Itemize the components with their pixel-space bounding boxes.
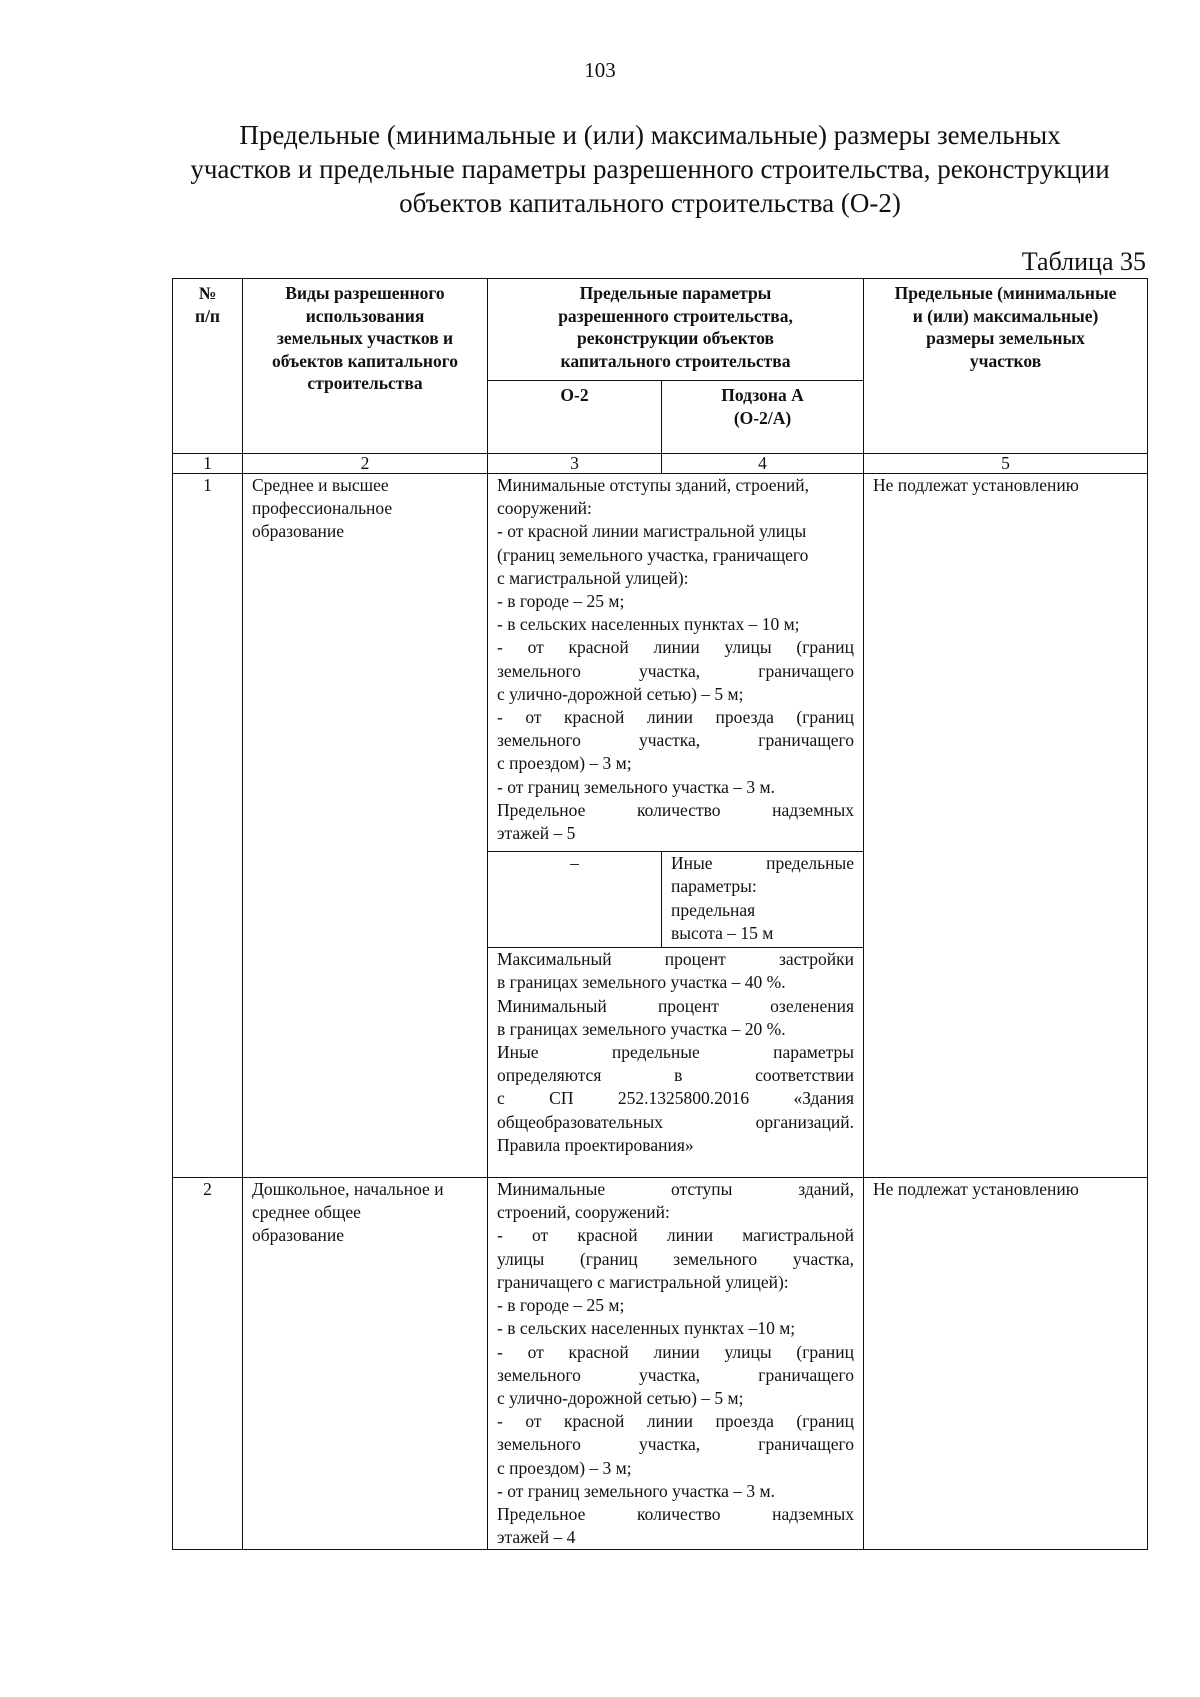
- header-o2: О-2: [488, 381, 662, 454]
- text-line: этажей – 5: [497, 823, 576, 844]
- land-size-limits: Не подлежат установлению: [864, 1178, 1148, 1550]
- text-line: - в сельских населенных пунктах –10 м;: [497, 1318, 796, 1339]
- header-row: [173, 279, 1148, 381]
- header-use: [243, 279, 488, 454]
- text-line: высота – 15 м: [671, 922, 774, 943]
- text-line: Минимальные отступы зданий, строений,: [497, 475, 810, 495]
- title-line: Предельные (минимальные и (или) максимальные) размеры земельных: [239, 120, 1061, 150]
- params-main: [488, 1178, 864, 1550]
- text-line: с улично-дорожной сетью) – 5 м;: [497, 683, 744, 704]
- text-line: №: [198, 283, 217, 303]
- text-line: (О-2/А): [733, 407, 792, 428]
- text-line: земельных участков и: [276, 328, 454, 348]
- text-line: реконструкции объектов: [577, 328, 774, 348]
- text-line: Предельное количество надземных: [497, 799, 855, 820]
- text-line: определяются в соответствии: [497, 1065, 855, 1086]
- text-line: строительства: [307, 373, 423, 393]
- text-line: сооружений:: [497, 498, 592, 519]
- text-line: Дошкольное, начальное и: [252, 1179, 444, 1200]
- header-params: [488, 279, 864, 381]
- land-size-limits: Не подлежат установлению: [864, 474, 1148, 1178]
- text-line: Правила проектирования»: [497, 1134, 694, 1155]
- text-line: в границах земельного участка – 20 %.: [497, 1018, 786, 1039]
- text-line: земельного участка, граничащего: [497, 730, 855, 751]
- text-line: капитального строительства: [560, 350, 791, 371]
- text-line: предельная: [671, 899, 756, 920]
- text-line: с СП 252.1325800.2016 «Здания: [497, 1088, 855, 1109]
- text-line: Виды разрешенного: [285, 283, 445, 303]
- column-index: 1: [173, 454, 243, 474]
- text-line: с проездом) – 3 м;: [497, 1457, 632, 1478]
- text-line: образование: [252, 1225, 345, 1246]
- limits-table: [172, 278, 1148, 1550]
- text-line: Подзона А: [721, 385, 804, 405]
- table-caption: Таблица 35: [1021, 247, 1146, 276]
- text-line: земельного участка, граничащего: [497, 1364, 855, 1385]
- document-title: [150, 118, 1150, 220]
- text-line: земельного участка, граничащего: [497, 1434, 855, 1455]
- text-line: Минимальный процент озеленения: [497, 995, 855, 1016]
- column-index: 2: [243, 454, 488, 474]
- text-line: - в городе – 25 м;: [497, 1295, 625, 1316]
- text-line: - от красной линии магистральной: [497, 1225, 855, 1246]
- text-line: параметры:: [671, 876, 757, 897]
- text-line: разрешенного строительства,: [558, 305, 793, 326]
- text-line: в границах земельного участка – 40 %.: [497, 972, 786, 993]
- header-sizes: [864, 279, 1148, 454]
- text-line: использования: [305, 305, 425, 326]
- land-use-type: [243, 474, 488, 1178]
- land-use-type: [243, 1178, 488, 1550]
- params-extra: [488, 948, 864, 1178]
- text-line: - от красной линии проезда (границ: [497, 707, 855, 728]
- text-line: - от границ земельного участка – 3 м.: [497, 1480, 775, 1501]
- text-line: - от красной линии магистральной улицы: [497, 521, 807, 542]
- header-num: [173, 279, 243, 454]
- text-line: Максимальный процент застройки: [497, 949, 855, 970]
- text-line: - от красной линии улицы (границ: [497, 1341, 855, 1362]
- text-line: п/п: [194, 305, 221, 326]
- page-number: 103: [584, 58, 616, 82]
- text-line: профессиональное: [252, 498, 393, 519]
- text-line: с проездом) – 3 м;: [497, 753, 632, 774]
- column-index-row: [173, 454, 1148, 474]
- text-line: Иные предельные параметры: [497, 1042, 855, 1063]
- row-number: 1: [173, 474, 243, 1178]
- text-line: - в сельских населенных пунктах – 10 м;: [497, 614, 800, 635]
- text-line: улицы (границ земельного участка,: [497, 1248, 855, 1269]
- title-line: объектов капитального строительства (О-2): [399, 188, 901, 218]
- text-line: Среднее и высшее: [252, 475, 389, 495]
- text-line: этажей – 4: [497, 1527, 576, 1548]
- row-number: 2: [173, 1178, 243, 1550]
- column-index: 4: [662, 454, 864, 474]
- text-line: - от границ земельного участка – 3 м.: [497, 776, 775, 797]
- table-row: [173, 474, 1148, 852]
- table-row: [173, 1178, 1148, 1550]
- o2-value: –: [488, 852, 662, 948]
- text-line: среднее общее: [252, 1202, 361, 1223]
- text-line: Предельные параметры: [579, 283, 772, 303]
- text-line: и (или) максимальные): [912, 305, 1099, 326]
- text-line: Минимальные отступы зданий,: [497, 1179, 855, 1200]
- text-line: Предельное количество надземных: [497, 1503, 855, 1524]
- column-index: 5: [864, 454, 1148, 474]
- zone-a-value: [662, 852, 864, 948]
- text-line: общеобразовательных организаций.: [497, 1111, 855, 1132]
- params-main: [488, 474, 864, 852]
- text-line: граничащего с магистральной улицей):: [497, 1271, 789, 1292]
- text-line: образование: [252, 521, 345, 542]
- text-line: участков: [969, 350, 1042, 371]
- text-line: - в городе – 25 м;: [497, 591, 625, 612]
- column-index: 3: [488, 454, 662, 474]
- text-line: Иные предельные: [671, 853, 855, 874]
- text-line: объектов капитального: [271, 350, 458, 371]
- text-line: (границ земельного участка, граничащего: [497, 544, 809, 565]
- text-line: строений, сооружений:: [497, 1202, 670, 1223]
- text-line: - от красной линии проезда (границ: [497, 1411, 855, 1432]
- text-line: с улично-дорожной сетью) – 5 м;: [497, 1387, 744, 1408]
- header-zone-a: [662, 381, 864, 454]
- text-line: размеры земельных: [926, 328, 1085, 348]
- text-line: - от красной линии улицы (границ: [497, 637, 855, 658]
- text-line: земельного участка, граничащего: [497, 660, 855, 681]
- text-line: Предельные (минимальные: [894, 283, 1117, 303]
- title-line: участков и предельные параметры разрешенного строительства, реконструкции: [190, 154, 1110, 184]
- text-line: с магистральной улицей):: [497, 567, 689, 588]
